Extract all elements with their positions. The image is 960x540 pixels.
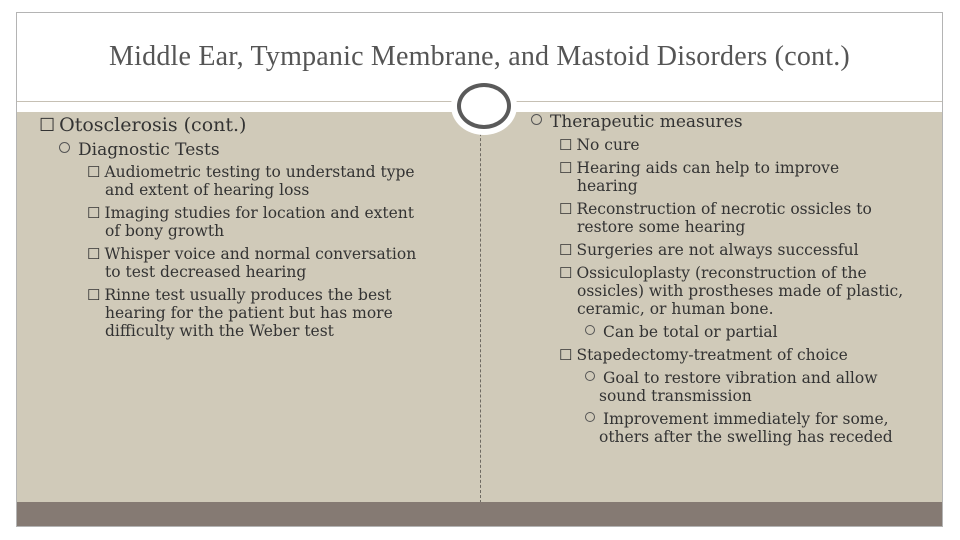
left-heading: Otosclerosis (cont.) xyxy=(59,114,247,136)
right-heading: Therapeutic measures xyxy=(550,112,743,132)
circle-bullet-icon xyxy=(585,412,595,422)
list-item: ☐ Audiometric testing to understand type xyxy=(87,163,415,181)
circle-bullet-icon xyxy=(531,114,542,125)
circle-bullet-icon xyxy=(585,325,595,335)
sub-list-item-cont: sound transmission xyxy=(599,387,752,405)
list-item-cont: ossicles) with prostheses made of plastic, xyxy=(577,282,904,300)
sub-list-item: Goal to restore vibration and allow xyxy=(585,369,877,387)
circle-bullet-icon xyxy=(585,371,595,381)
sub-list-item-cont: others after the swelling has receded xyxy=(599,428,893,446)
list-item-cont: hearing for the patient but has more xyxy=(105,304,393,322)
left-subheading: Diagnostic Tests xyxy=(78,140,220,160)
ballot-box-icon: ☐ xyxy=(559,264,573,282)
list-item: ☐ Rinne test usually produces the best xyxy=(87,286,392,304)
ballot-box-icon: ☐ xyxy=(39,115,56,136)
ballot-box-icon: ☐ xyxy=(87,163,101,181)
circle-ornament-icon xyxy=(457,83,511,129)
list-item-cont: difficulty with the Weber test xyxy=(105,322,334,340)
ballot-box-icon: ☐ xyxy=(559,346,573,364)
list-item-cont: ceramic, or human bone. xyxy=(577,300,774,318)
ballot-box-icon: ☐ xyxy=(559,200,573,218)
ballot-box-icon: ☐ xyxy=(559,241,573,259)
ballot-box-icon: ☐ xyxy=(87,204,101,222)
list-item: ☐ Imaging studies for location and extent xyxy=(87,204,414,222)
list-item-cont: hearing xyxy=(577,177,638,195)
ballot-box-icon: ☐ xyxy=(87,245,101,263)
right-heading-row xyxy=(531,112,743,132)
list-item: ☐ Stapedectomy-treatment of choice xyxy=(559,346,848,364)
sub-list-item: Can be total or partial xyxy=(585,323,778,341)
list-item: ☐ No cure xyxy=(559,136,640,154)
left-heading-row xyxy=(39,114,246,136)
column-divider xyxy=(480,113,481,503)
list-item: ☐ Surgeries are not always successful xyxy=(559,241,859,259)
list-item-cont: to test decreased hearing xyxy=(105,263,307,281)
ballot-box-icon: ☐ xyxy=(559,159,573,177)
list-item: ☐ Hearing aids can help to improve xyxy=(559,159,840,177)
slide xyxy=(16,12,943,527)
list-item-cont: restore some hearing xyxy=(577,218,746,236)
list-item: ☐ Ossiculoplasty (reconstruction of the xyxy=(559,264,867,282)
list-item: ☐ Whisper voice and normal conversation xyxy=(87,245,417,263)
left-subheading-row xyxy=(59,140,220,160)
footer-bar xyxy=(17,502,942,526)
slide-title: Middle Ear, Tympanic Membrane, and Mastoid Disorders (cont.) xyxy=(109,41,850,72)
list-item-cont: and extent of hearing loss xyxy=(105,181,310,199)
circle-bullet-icon xyxy=(59,142,70,153)
list-item-cont: of bony growth xyxy=(105,222,225,240)
ballot-box-icon: ☐ xyxy=(559,136,573,154)
list-item: ☐ Reconstruction of necrotic ossicles to xyxy=(559,200,872,218)
ballot-box-icon: ☐ xyxy=(87,286,101,304)
sub-list-item: Improvement immediately for some, xyxy=(585,410,889,428)
